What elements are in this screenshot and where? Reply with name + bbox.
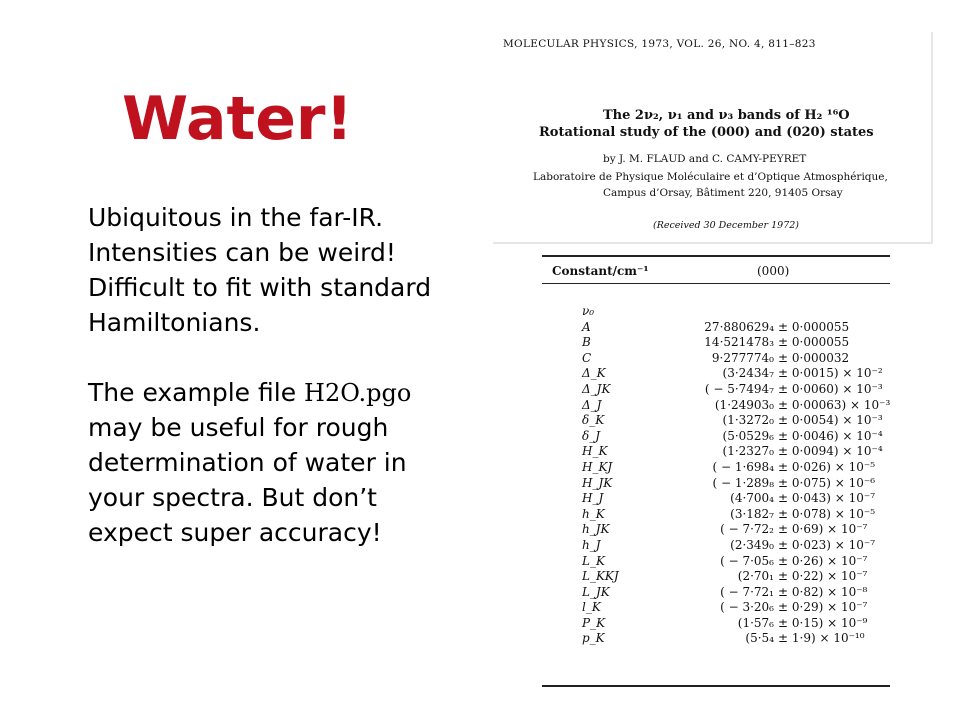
constant-symbol: δ_K xyxy=(582,413,605,428)
table-row xyxy=(542,413,890,429)
constant-symbol: p_K xyxy=(582,631,605,646)
table-row xyxy=(542,522,890,538)
constant-symbol: L_KKJ xyxy=(582,569,619,584)
constant-uncertainty: ± 0·000055 xyxy=(778,335,850,350)
constant-value: (2·70₁ xyxy=(737,569,774,584)
constant-symbol: h_JK xyxy=(582,522,610,537)
constant-uncertainty: ± 0·075) × 10⁻⁶ xyxy=(778,475,876,490)
constant-symbol: Δ_JK xyxy=(582,381,611,396)
example-prefix: The example file xyxy=(88,378,305,407)
constant-symbol: Δ_J xyxy=(582,397,602,412)
table-row xyxy=(542,320,890,336)
constant-uncertainty: ± 0·043) × 10⁻⁷ xyxy=(778,491,876,506)
constant-value: 27·880629₄ xyxy=(704,319,774,334)
table-row xyxy=(542,616,890,632)
constant-symbol: H_J xyxy=(582,491,604,506)
constant-uncertainty: ± 0·078) × 10⁻⁵ xyxy=(778,506,876,521)
table-row xyxy=(542,538,890,554)
constant-uncertainty: ± 0·0015) × 10⁻² xyxy=(778,366,883,381)
constant-symbol: C xyxy=(582,350,592,365)
table-row xyxy=(542,631,890,647)
table-row xyxy=(542,429,890,445)
paragraph-gap xyxy=(88,340,518,375)
constant-uncertainty: ± 0·000032 xyxy=(778,350,850,365)
constant-symbol: h_J xyxy=(582,537,601,552)
table-row xyxy=(542,382,890,398)
table-row xyxy=(542,351,890,367)
table-row xyxy=(542,554,890,570)
paper-title-line2: Rotational study of the (000) and (020) states xyxy=(539,125,874,140)
table-row xyxy=(542,585,890,601)
paper-authors: by J. M. FLAUD and C. CAMY-PEYRET xyxy=(603,153,807,165)
constant-uncertainty: ± 1·9) × 10⁻¹⁰ xyxy=(778,631,865,646)
constant-symbol: L_JK xyxy=(582,584,610,599)
constant-value: (4·700₄ xyxy=(730,491,774,506)
constant-symbol: h_K xyxy=(582,506,605,521)
table-row xyxy=(542,366,890,382)
constant-value: 14·521478₃ xyxy=(704,335,774,350)
constant-value: ( − 7·72₂ xyxy=(720,522,774,537)
table-row xyxy=(542,476,890,492)
constant-uncertainty: ± 0·00063) × 10⁻³ xyxy=(778,397,891,412)
paper-title-line1: The 2ν₂, ν₁ and ν₃ bands of H₂ ¹⁶O xyxy=(603,108,850,123)
slide-body xyxy=(88,200,518,550)
constant-uncertainty: ± 0·82) × 10⁻⁸ xyxy=(778,584,868,599)
table-row xyxy=(542,507,890,523)
slide-title: Water! xyxy=(122,84,353,154)
constant-symbol: ν₀ xyxy=(582,304,595,318)
example-line xyxy=(88,375,518,410)
constant-symbol: l_K xyxy=(582,600,601,615)
constant-symbol: H_K xyxy=(582,444,608,459)
body-line: Difficult to fit with standard xyxy=(88,273,432,302)
constant-uncertainty: ± 0·0046) × 10⁻⁴ xyxy=(778,428,883,443)
constant-value: (1·57₆ xyxy=(737,615,774,630)
body-line: Ubiquitous in the far-IR. xyxy=(88,203,384,232)
constant-uncertainty: ± 0·15) × 10⁻⁹ xyxy=(778,615,868,630)
constant-symbol: H_JK xyxy=(582,475,613,490)
table-row xyxy=(542,335,890,351)
table-row xyxy=(542,600,890,616)
constants-table-scan xyxy=(542,252,890,692)
constant-uncertainty: ± 0·0054) × 10⁻³ xyxy=(778,413,883,428)
constant-uncertainty: ± 0·026) × 10⁻⁵ xyxy=(778,459,876,474)
body-line: Hamiltonians. xyxy=(88,308,261,337)
paper-affiliation: Laboratoire de Physique Moléculaire et d’Optique Atmosphérique, xyxy=(533,171,888,183)
constant-symbol: H_KJ xyxy=(582,459,613,474)
table-row xyxy=(542,460,890,476)
constant-value: ( − 1·698₄ xyxy=(712,459,774,474)
table-bottom-rule xyxy=(542,685,890,687)
constant-value: (2·349₀ xyxy=(730,537,774,552)
body-line: may be useful for rough xyxy=(88,413,389,442)
constant-symbol: A xyxy=(582,319,591,334)
table-row xyxy=(542,569,890,585)
table-row xyxy=(542,444,890,460)
table-top-rule xyxy=(542,255,890,257)
constant-value: (3·182₇ xyxy=(730,506,774,521)
constant-value: ( − 1·289₈ xyxy=(712,475,774,490)
constant-uncertainty: ± 0·0060) × 10⁻³ xyxy=(778,381,883,396)
constant-uncertainty: ± 0·0094) × 10⁻⁴ xyxy=(778,444,883,459)
table-row xyxy=(542,398,890,414)
paper-header-scan xyxy=(493,32,933,244)
constant-uncertainty: ± 0·22) × 10⁻⁷ xyxy=(778,569,868,584)
constant-uncertainty: ± 0·000055 xyxy=(778,319,850,334)
table-row xyxy=(542,304,890,320)
constant-value: (3·2434₇ xyxy=(722,366,774,381)
constant-uncertainty: ± 0·023) × 10⁻⁷ xyxy=(778,537,876,552)
constant-uncertainty: ± 0·29) × 10⁻⁷ xyxy=(778,600,868,615)
column-header-state: (000) xyxy=(757,264,790,278)
constant-symbol: L_K xyxy=(582,553,605,568)
journal-citation: MOLECULAR PHYSICS, 1973, VOL. 26, NO. 4, 811–823 xyxy=(503,38,816,50)
constant-value: (5·5₄ xyxy=(745,631,774,646)
constant-symbol: B xyxy=(582,335,591,350)
body-line: Intensities can be weird! xyxy=(88,238,396,267)
constant-symbol: P_K xyxy=(582,615,606,630)
constant-value: (1·24903₀ xyxy=(714,397,774,412)
body-line: your spectra. But don’t xyxy=(88,483,377,512)
example-filename: H2O.pgo xyxy=(304,379,412,407)
constants-rows xyxy=(542,304,890,647)
constant-value: ( − 7·72₁ xyxy=(720,584,774,599)
constant-value: 9·277774₀ xyxy=(711,350,774,365)
table-row xyxy=(542,491,890,507)
constant-value: ( − 3·20₆ xyxy=(720,600,774,615)
constant-value: ( − 7·05₆ xyxy=(720,553,774,568)
column-header-constant: Constant/cm⁻¹ xyxy=(552,264,649,278)
constant-symbol: δ_J xyxy=(582,428,601,443)
constant-uncertainty: ± 0·26) × 10⁻⁷ xyxy=(778,553,868,568)
paper-affiliation: Campus d’Orsay, Bâtiment 220, 91405 Orsay xyxy=(603,187,843,199)
table-header-rule xyxy=(542,283,890,284)
constant-value: (5·0529₆ xyxy=(722,428,774,443)
body-line: expect super accuracy! xyxy=(88,518,382,547)
constant-value: (1·3272₀ xyxy=(722,413,774,428)
constant-value: ( − 5·7494₇ xyxy=(704,381,774,396)
body-line: determination of water in xyxy=(88,448,407,477)
constant-symbol: Δ_K xyxy=(582,366,606,381)
constant-value: (1·2327₀ xyxy=(722,444,774,459)
constant-uncertainty: ± 0·69) × 10⁻⁷ xyxy=(778,522,868,537)
paper-received-date: (Received 30 December 1972) xyxy=(653,220,799,231)
